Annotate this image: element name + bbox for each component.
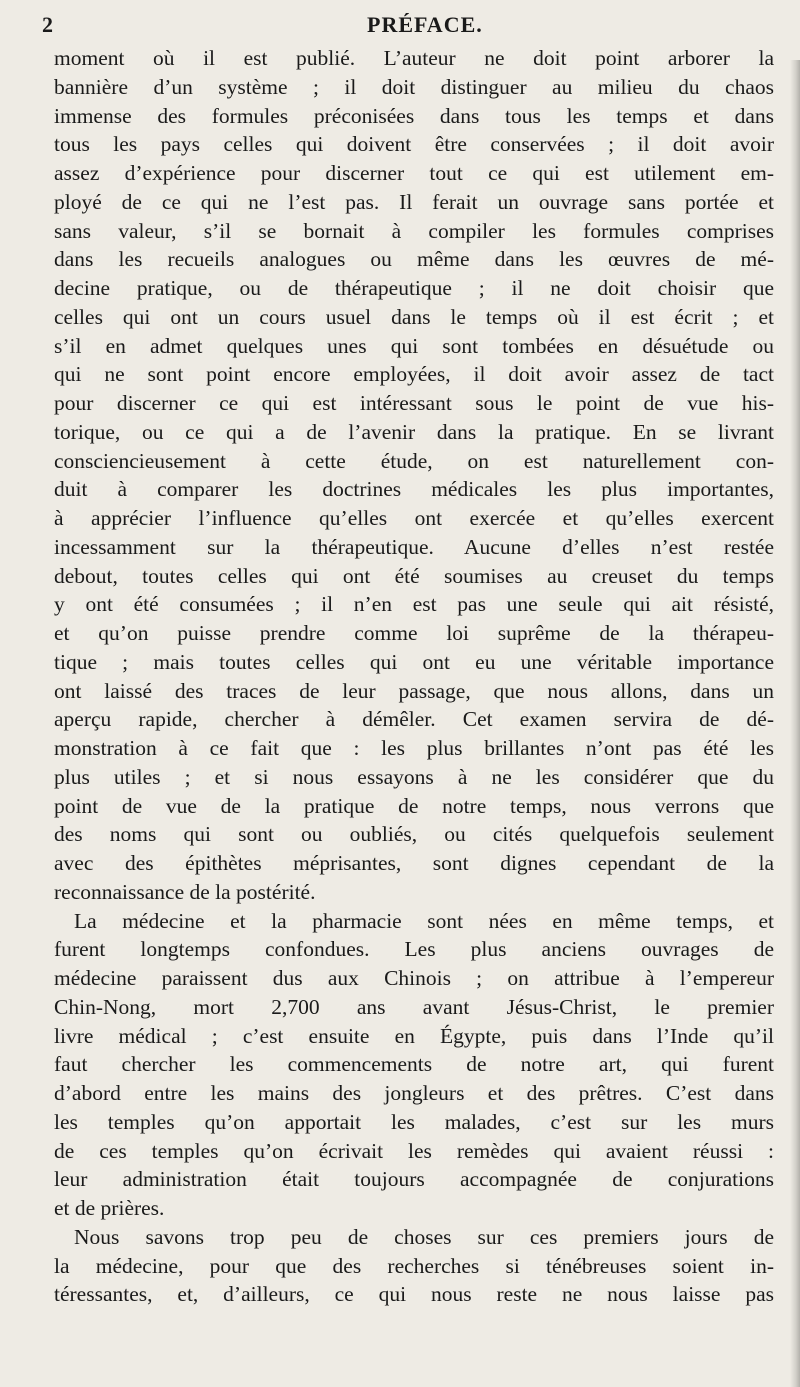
text-line: decine pratique, ou de thérapeutique ; il ne doit choisir que [54,276,774,300]
text-line: immense des formules préconisées dans tous les temps et dans [54,103,774,128]
text-line: livre médical ; c’est ensuite en Égypte, puis dans l’Inde qu’il [54,1023,774,1048]
text-line: monstration à ce fait que : les plus brillantes n’ont pas été les [54,736,774,760]
text-line: faut chercher les commencements de notre art, qui furent [54,1052,774,1077]
text-line: avec des épithètes méprisantes, sont dignes cependant de la [54,851,774,875]
text-line: pour discerner ce qui est intéressant sous le point de vue his- [54,391,774,415]
text-line: torique, ou ce qui a de l’avenir dans la pratique. En se livrant [54,419,774,444]
text-line: moment où il est publié. L’auteur ne doit point arborer la [54,46,774,70]
text-line: furent longtemps confondues. Les plus anciens ouvrages de [54,937,774,962]
text-line: sans valeur, s’il se bornait à compiler les formules comprises [54,218,774,243]
running-head: PRÉFACE. [367,12,483,37]
body-text [54,44,774,1309]
text-line: la médecine, pour que des recherches si ténébreuses soient in- [54,1253,774,1278]
text-line: bannière d’un système ; il doit distinguer au milieu du chaos [54,74,774,99]
text-line: à apprécier l’influence qu’elles ont exercée et qu’elles exercent [54,506,774,530]
text-line: celles qui ont un cours usuel dans le temps où il est écrit ; et [54,304,774,329]
text-line: debout, toutes celles qui ont été soumises au creuset du temps [54,563,774,588]
text-line: des noms qui sont ou oubliés, ou cités quelquefois seulement [54,822,774,847]
text-line: et qu’on puisse prendre comme loi suprême de la thérapeu- [54,621,774,645]
text-line: et de prières. [54,1196,165,1220]
text-line: point de vue de la pratique de notre temps, nous verrons que [54,793,774,818]
text-line: les temples qu’on apportait les malades, c’est sur les murs [54,1109,774,1134]
text-line: ont laissé des traces de leur passage, que nous allons, dans un [54,678,774,703]
page-number: 2 [42,12,54,37]
text-line: aperçu rapide, chercher à démêler. Cet examen servira de dé- [54,707,774,732]
text-line: consciencieusement à cette étude, on est naturellement con- [54,448,774,473]
text-line: tique ; mais toutes celles qui ont eu une véritable importance [54,649,774,674]
text-line: Chin-Nong, mort 2,700 ans avant Jésus-Christ, le premier [54,994,774,1019]
text-line: y ont été consumées ; il n’en est pas une seule qui ait résisté, [54,592,774,617]
text-line: de ces temples qu’on écrivait les remèdes qui avaient réussi : [54,1138,774,1163]
text-line: tous les pays celles qui doivent être conservées ; il doit avoir [54,132,774,157]
text-line: médecine paraissent dus aux Chinois ; on attribue à l’empereur [54,966,774,990]
text-line: assez d’expérience pour discerner tout ce qui est utilement em- [54,161,774,185]
page-header [42,12,762,42]
text-line: plus utiles ; et si nous essayons à ne les considérer que du [54,764,774,789]
text-line: ployé de ce qui ne l’est pas. Il ferait un ouvrage sans portée et [54,189,774,214]
text-line: duit à comparer les doctrines médicales les plus importantes, [54,477,774,502]
text-line: incessamment sur la thérapeutique. Aucune d’elles n’est restée [54,534,774,559]
text-line: qui ne sont point encore employées, il doit avoir assez de tact [54,362,774,387]
page-edge-shadow [790,60,800,1387]
text-line: téressantes, et, d’ailleurs, ce qui nous reste ne nous laisse pas [54,1282,774,1307]
text-line: s’il en admet quelques unes qui sont tombées en désuétude ou [54,333,774,358]
text-line: dans les recueils analogues ou même dans les œuvres de mé- [54,247,774,272]
text-line: reconnaissance de la postérité. [54,879,316,904]
text-line: leur administration était toujours accompagnée de conjurations [54,1167,774,1192]
text-line: Nous savons trop peu de choses sur ces premiers jours de [74,1224,774,1249]
text-line: La médecine et la pharmacie sont nées en même temps, et [74,908,774,933]
text-line: d’abord entre les mains des jongleurs et des prêtres. C’est dans [54,1081,774,1105]
